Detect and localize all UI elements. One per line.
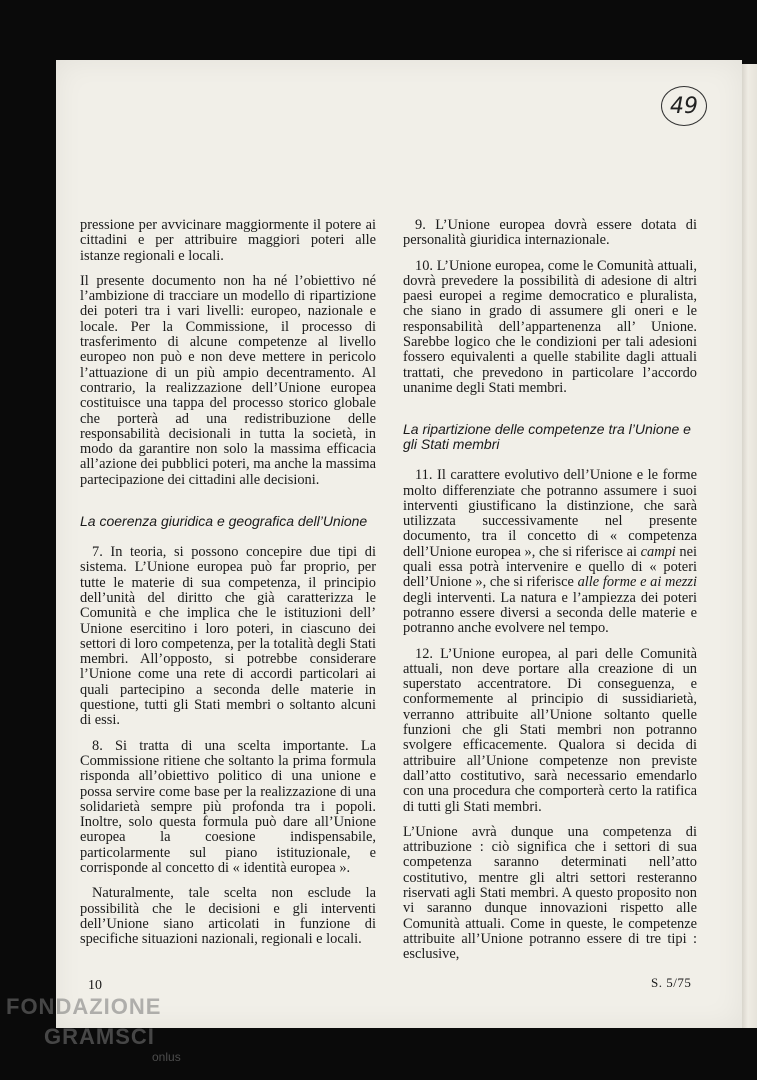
- paragraph-11: [403, 468, 697, 636]
- paragraph-continuation: pressione per avvicinare maggiormente il potere ai cittadini e per attribuire maggiori poteri alle istanze regionali e locali.: [80, 217, 376, 264]
- paragraph-12-cont: L’Unione avrà dunque una competenza di attribuzione : ciò significa che i settori di sua competenza saranno determinati nell’atto costitutivo, mentre gli altri settori resteranno riservati agli Stati membri. A questo proposito non vi saranno dunque innovazioni rispetto alle Comunità attuali. Come in queste, le competenze attribuite all’Unione potranno essere di tre tipi : esclusive,: [403, 823, 697, 963]
- paragraph-11-text-a: 11. Il carattere evolutivo dell’Unione e le forme molto differenziate che potranno assumere i suoi interventi giustificano la distinzione, che sarà utilizzata successivamente nel presente documento, tra il concetto di « competenza dell’Unione europea », che si riferisce ai: [403, 467, 697, 560]
- watermark-line-2: GRAMSCI: [44, 1024, 155, 1049]
- paragraph-7: 7. In teoria, si possono concepire due tipi di sistema. L’Unione europea può far proprio, per tutte le materie di sua competenza, il principio dell’unità del diritto che già caratterizza le Comunità e che implica che le istituzioni dell’ Unione esercitino i loro poteri, in ciascuno dei settori di loro competenza, per la totalità degli Stati membri. All’opposto, si potrebbe considerare l’Unione come una rete di accordi particolari ai quali partecipino a seconda delle materie in questione, tutti gli Stati membri o soltanto alcuni di essi.: [80, 544, 376, 729]
- archive-stamp: [661, 86, 707, 126]
- paragraph-10: 10. L’Unione europea, come le Comunità attuali, dovrà prevedere la possibilità di adesione di altri paesi europei a regime democratico e pluralista, che siano in grado di assumere gli oneri e le responsabilità dell’appartenenza all’ Unione. Sarebbe logico che le condizioni per tali adesioni fossero equivalenti a quelle stabilite dagli attuali trattati, che prevedono in particolare l’accordo unanime degli Stati membri.: [403, 257, 697, 396]
- paragraph-9: 9. L’Unione europea dovrà essere dotata di personalità giuridica internazionale.: [403, 217, 697, 249]
- page-number: 10: [88, 978, 102, 993]
- paragraph-8: 8. Si tratta di una scelta importante. La Commissione ritiene che soltanto la prima formula risponda all’obiettivo politico di una unione e possa servire come base per la realizzazione di una solidarietà sempre più profonda tra i popoli. Inoltre, solo questa formula può dare all’Unione europea la coesione indispensabile, particolarmente sul piano istituzionale, e corrisponde al concetto di « identità europea ».: [80, 737, 376, 876]
- document-code: S. 5/75: [651, 975, 692, 990]
- watermark-subtitle: onlus: [152, 1050, 181, 1064]
- watermark-line-1: FONDAZIONE: [6, 994, 162, 1019]
- stamp-number: 49: [670, 93, 698, 119]
- paragraph-12: 12. L’Unione europea, al pari delle Comunità attuali, non deve portare alla creazione di un superstato accentratore. Di conseguenza, e conformemente al principio di sussidiarietà, verranno attribuite all’Unione soltanto quelle funzioni che gli Stati membri non potranno svolgere efficacemente. Qualora si decida di attribuire all’Unione competenze non previste dall’atto costitutivo, sarà necessario emendarlo con una procedura che comporterà certo la ratifica di tutti gli Stati membri.: [403, 645, 697, 815]
- paragraph-11-text-c: degli interventi. La natura e l’ampiezza dei poteri potranno essere diversi a seconda delle materie e potranno anche evolvere nel tempo.: [403, 589, 697, 637]
- right-column: [403, 218, 697, 972]
- paragraph-11-text-b: nei quali essa potrà intervenire e quello di « poteri dell’Unione », che si riferisce: [403, 543, 697, 591]
- left-column: [80, 218, 376, 957]
- paragraph-8-cont: Naturalmente, tale scelta non esclude la possibilità che le decisioni e gli interventi dell’Unione siano articolati in funzione di specifiche situazioni nazionali, regionali e locali.: [80, 885, 376, 948]
- paragraph-11-emphasis-forms: alle forme e ai mezzi: [577, 574, 697, 591]
- next-page-edge: [742, 64, 757, 1028]
- section-heading-coherence: La coerenza giuridica e geografica dell’Unione: [80, 513, 368, 530]
- paragraph-intro: Il presente documento non ha né l’obiettivo né l’ambizione di tracciare un modello di ripartizione dei poteri tra i vari livelli: europeo, nazionale e locale. Per la Commissione, il processo di trasferimento di alcune competenze al livello europeo non può e non deve mettere in pericolo l’attuazione di un più ampio decentramento. Al contrario, la realizzazione dell’Unione europea costituisce una tappa del processo storico globale che porterà ad una redistribuzione delle responsabilità decisionali in tutta la società, in modo da garantire non solo la massima efficacia all’azione dei pubblici poteri, ma anche la massima partecipazione dei cittadini alle decisioni.: [80, 272, 376, 488]
- section-heading-competences: La ripartizione delle competenze tra l’Unione e gli Stati membri: [403, 421, 691, 453]
- paragraph-11-emphasis-fields: campi: [640, 543, 676, 560]
- watermark-logo: [6, 994, 162, 1049]
